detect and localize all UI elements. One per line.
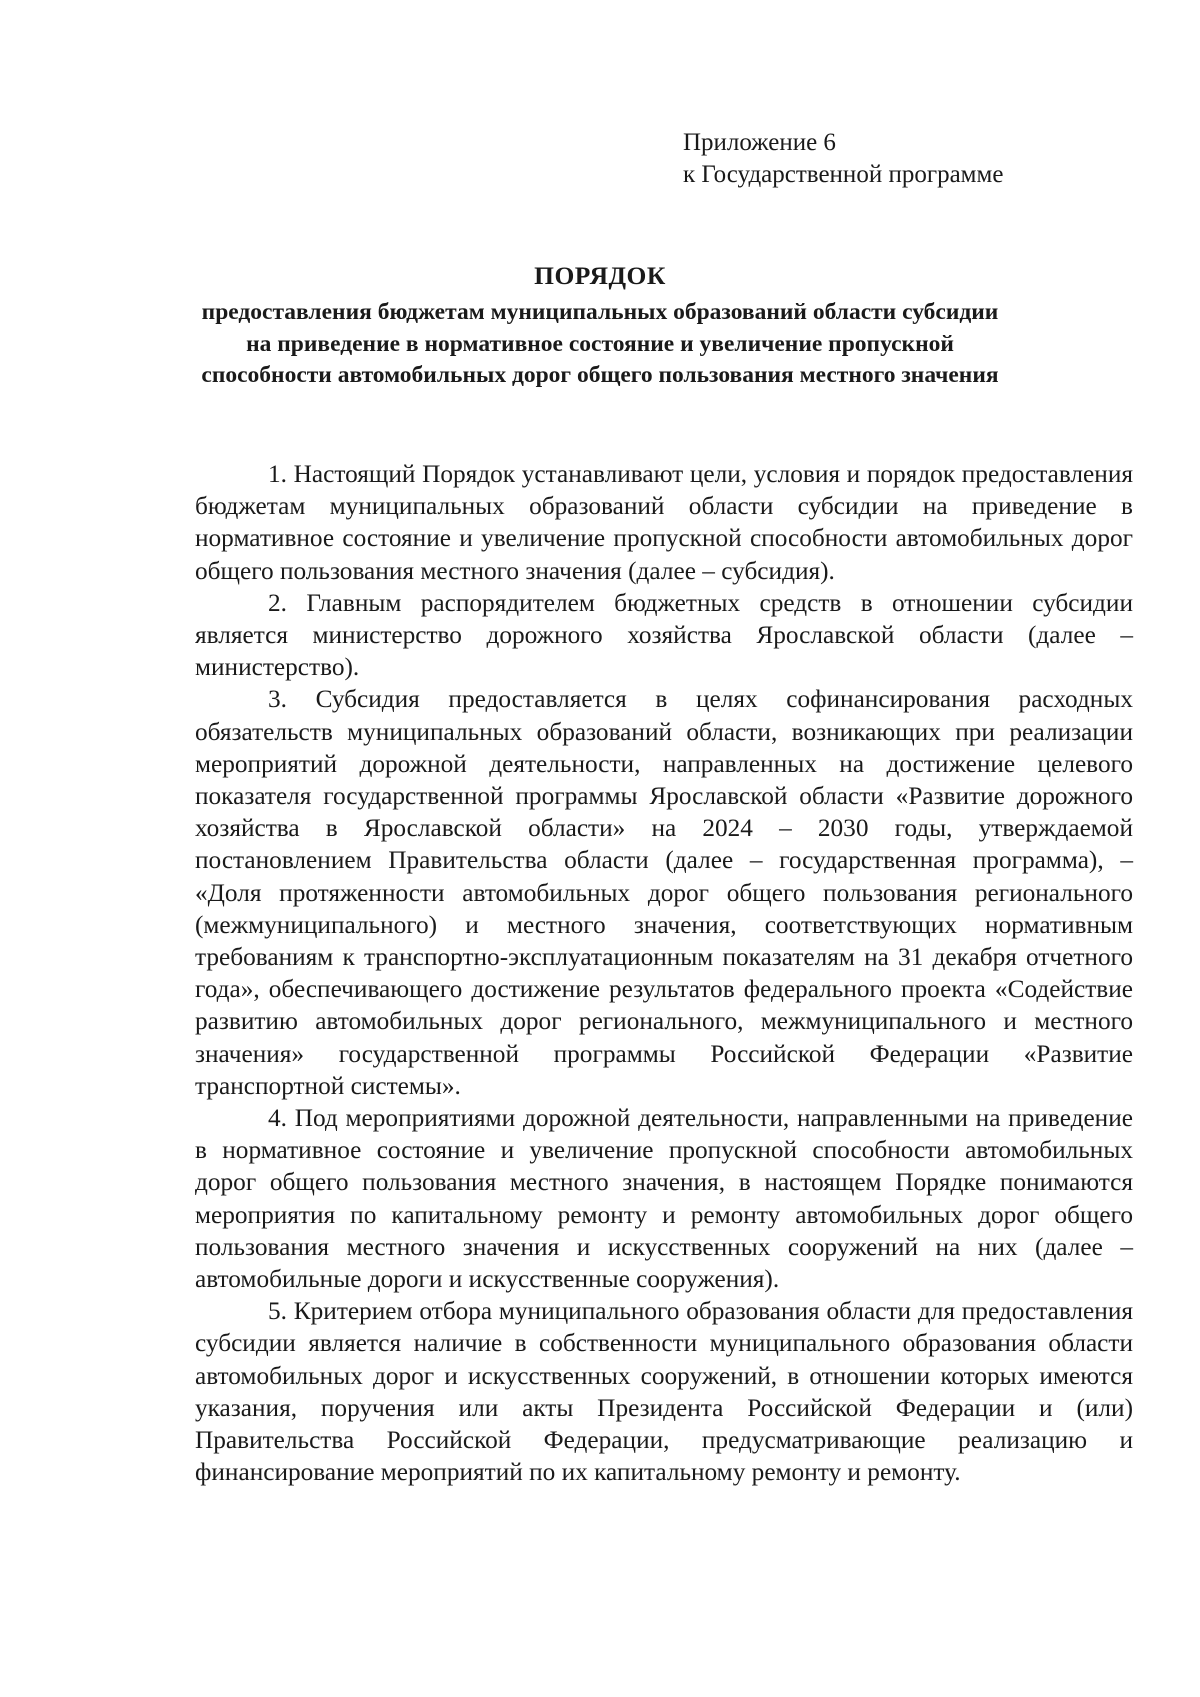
document-body	[195, 458, 1133, 1489]
document-heading	[190, 261, 1010, 392]
appendix-note	[683, 127, 1003, 191]
document-title: ПОРЯДОК	[534, 261, 666, 290]
document-subtitle: предоставления бюджетам муниципальных образований области субсидии на приведение в нормативное состояние и увеличение пропускной способности автомобильных дорог общего пользования местного значения	[201, 299, 999, 388]
paragraph-5: 5. Критерием отбора муниципального образования области для предоставления субсидии является наличие в собственности муниципального образования области автомобильных дорог и искусственных сооружений, в отношении которых имеются указания, поручения или акты Президента Российской Федерации и (или) Правительства Российской Федерации, предусматривающие реализацию и финансирование мероприятий по их капитальному ремонту и ремонту.	[195, 1297, 1133, 1487]
appendix-line-2: к Государственной программе	[683, 161, 1004, 188]
appendix-line-1: Приложение 6	[683, 129, 836, 156]
paragraph-3: 3. Субсидия предоставляется в целях софинансирования расходных обязательств муниципальных образований области, возникающих при реализации мероприятий дорожной деятельности, направленных на достижение целевого показателя государственной программы Ярославской области «Развитие дорожного хозяйства в Ярославской области» на 2024 – 2030 годы, утверждаемой постановлением Правительства области (далее – государственная программа), – «Доля протяженности автомобильных дорог общего пользования регионального (межмуниципального) и местного значения, соответствующих нормативным требованиям к транспортно-эксплуатационным показателям на 31 декабря отчетного года», обеспечивающего достижение результатов федерального проекта «Содействие развитию автомобильных дорог регионального, межмуниципального и местного значения» государственной программы Российской Федерации «Развитие транспортной системы».	[195, 685, 1133, 1100]
paragraph-4: 4. Под мероприятиями дорожной деятельности, направленными на приведение в нормативное состояние и увеличение пропускной способности автомобильных дорог общего пользования местного значения, в настоящем Порядке понимаются мероприятия по капитальному ремонту и ремонту автомобильных дорог общего пользования местного значения и искусственных сооружений на них (далее – автомобильные дороги и искусственные сооружения).	[195, 1104, 1133, 1294]
paragraph-2: 2. Главным распорядителем бюджетных средств в отношении субсидии является министерство дорожного хозяйства Ярославской области (далее – министерство).	[195, 588, 1133, 682]
paragraph-1: 1. Настоящий Порядок устанавливают цели, условия и порядок предоставления бюджетам муниципальных образований области субсидии на приведение в нормативное состояние и увеличение пропускной способности автомобильных дорог общего пользования местного значения (далее – субсидия).	[195, 460, 1133, 585]
